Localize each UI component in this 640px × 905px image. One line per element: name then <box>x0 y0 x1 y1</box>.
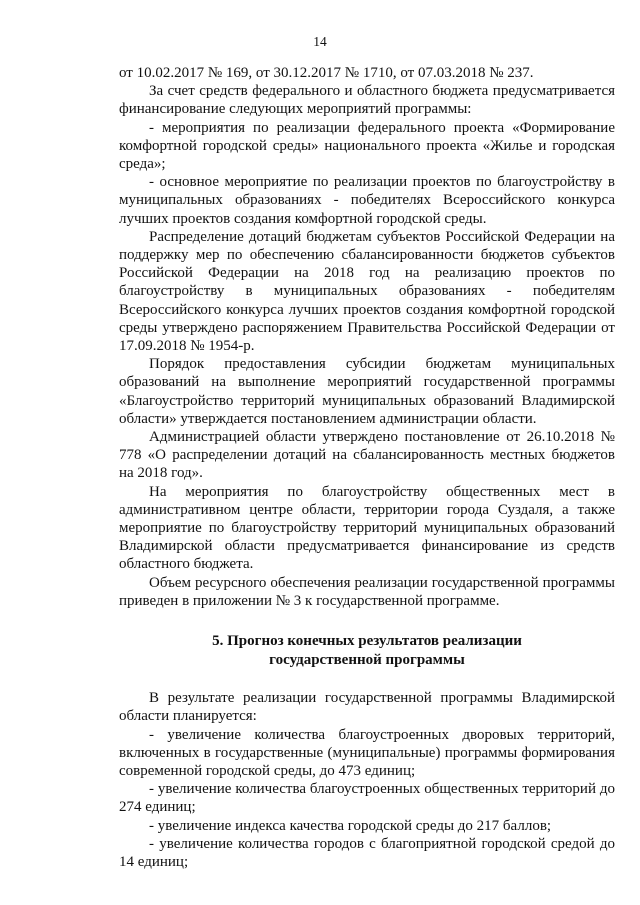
page-number: 14 <box>313 34 327 49</box>
paragraph: Порядок предоставления субсидии бюджетам муниципальных образований на выполнение мероприятий государственной программы «Благоустройство территорий муниципальных образований Владимирской области» утверждается постановлением администрации области. <box>119 356 615 427</box>
paragraph: В результате реализации государственной программы Владимирской области планируется: <box>119 690 615 725</box>
paragraph: Распределение дотаций бюджетам субъектов Российской Федерации на поддержку мер по обеспечению сбалансированности бюджетов субъектов Российской Федерации на 2018 год на реализацию проектов по благоустройству в муниципальных образованиях - победителям Всероссийского конкурса лучших проектов создания комфортной городской среды утверждено распоряжением Правительства Российской Федерации от 17.09.2018 № 1954-р. <box>119 228 615 355</box>
paragraph: На мероприятия по благоустройству общественных мест в административном центре области, территории города Суздаля, а также мероприятие по благоустройству территорий муниципальных образований Владимирской области предусматривается финансирование из средств областного бюджета. <box>119 483 615 573</box>
list-item: - увеличение количества городов с благоприятной городской средой до 14 единиц; <box>119 835 615 870</box>
paragraph: Объем ресурсного обеспечения реализации государственной программы приведен в приложении № 3 к государственной программе. <box>119 574 615 609</box>
section-heading <box>119 632 615 669</box>
paragraph: от 10.02.2017 № 169, от 30.12.2017 № 1710, от 07.03.2018 № 237. <box>119 65 534 81</box>
list-item: - основное мероприятие по реализации проектов по благоустройству в муниципальных образованиях - победителях Всероссийского конкурса лучших проектов создания комфортной городской среды. <box>119 174 615 227</box>
list-item: - увеличение количества благоустроенных общественных территорий до 274 единиц; <box>119 781 615 816</box>
list-item: - увеличение количества благоустроенных дворовых территорий, включенных в государственные (муниципальные) программы формирования современной городской среды, до 473 единиц; <box>119 726 615 779</box>
section-heading-line: государственной программы <box>269 651 465 668</box>
paragraph: За счет средств федерального и областного бюджета предусматривается финансирование следующих мероприятий программы: <box>119 83 615 118</box>
list-item: - мероприятия по реализации федерального проекта «Формирование комфортной городской среды» национального проекта «Жилье и городская среда»; <box>119 119 615 173</box>
document-body <box>119 64 615 871</box>
list-item: - увеличение индекса качества городской среды до 217 баллов; <box>149 817 552 834</box>
section-heading-line: 5. Прогноз конечных результатов реализации <box>212 633 522 650</box>
paragraph: Администрацией области утверждено постановление от 26.10.2018 № 778 «О распределении дотаций на сбалансированность местных бюджетов на 2018 год». <box>119 429 615 482</box>
